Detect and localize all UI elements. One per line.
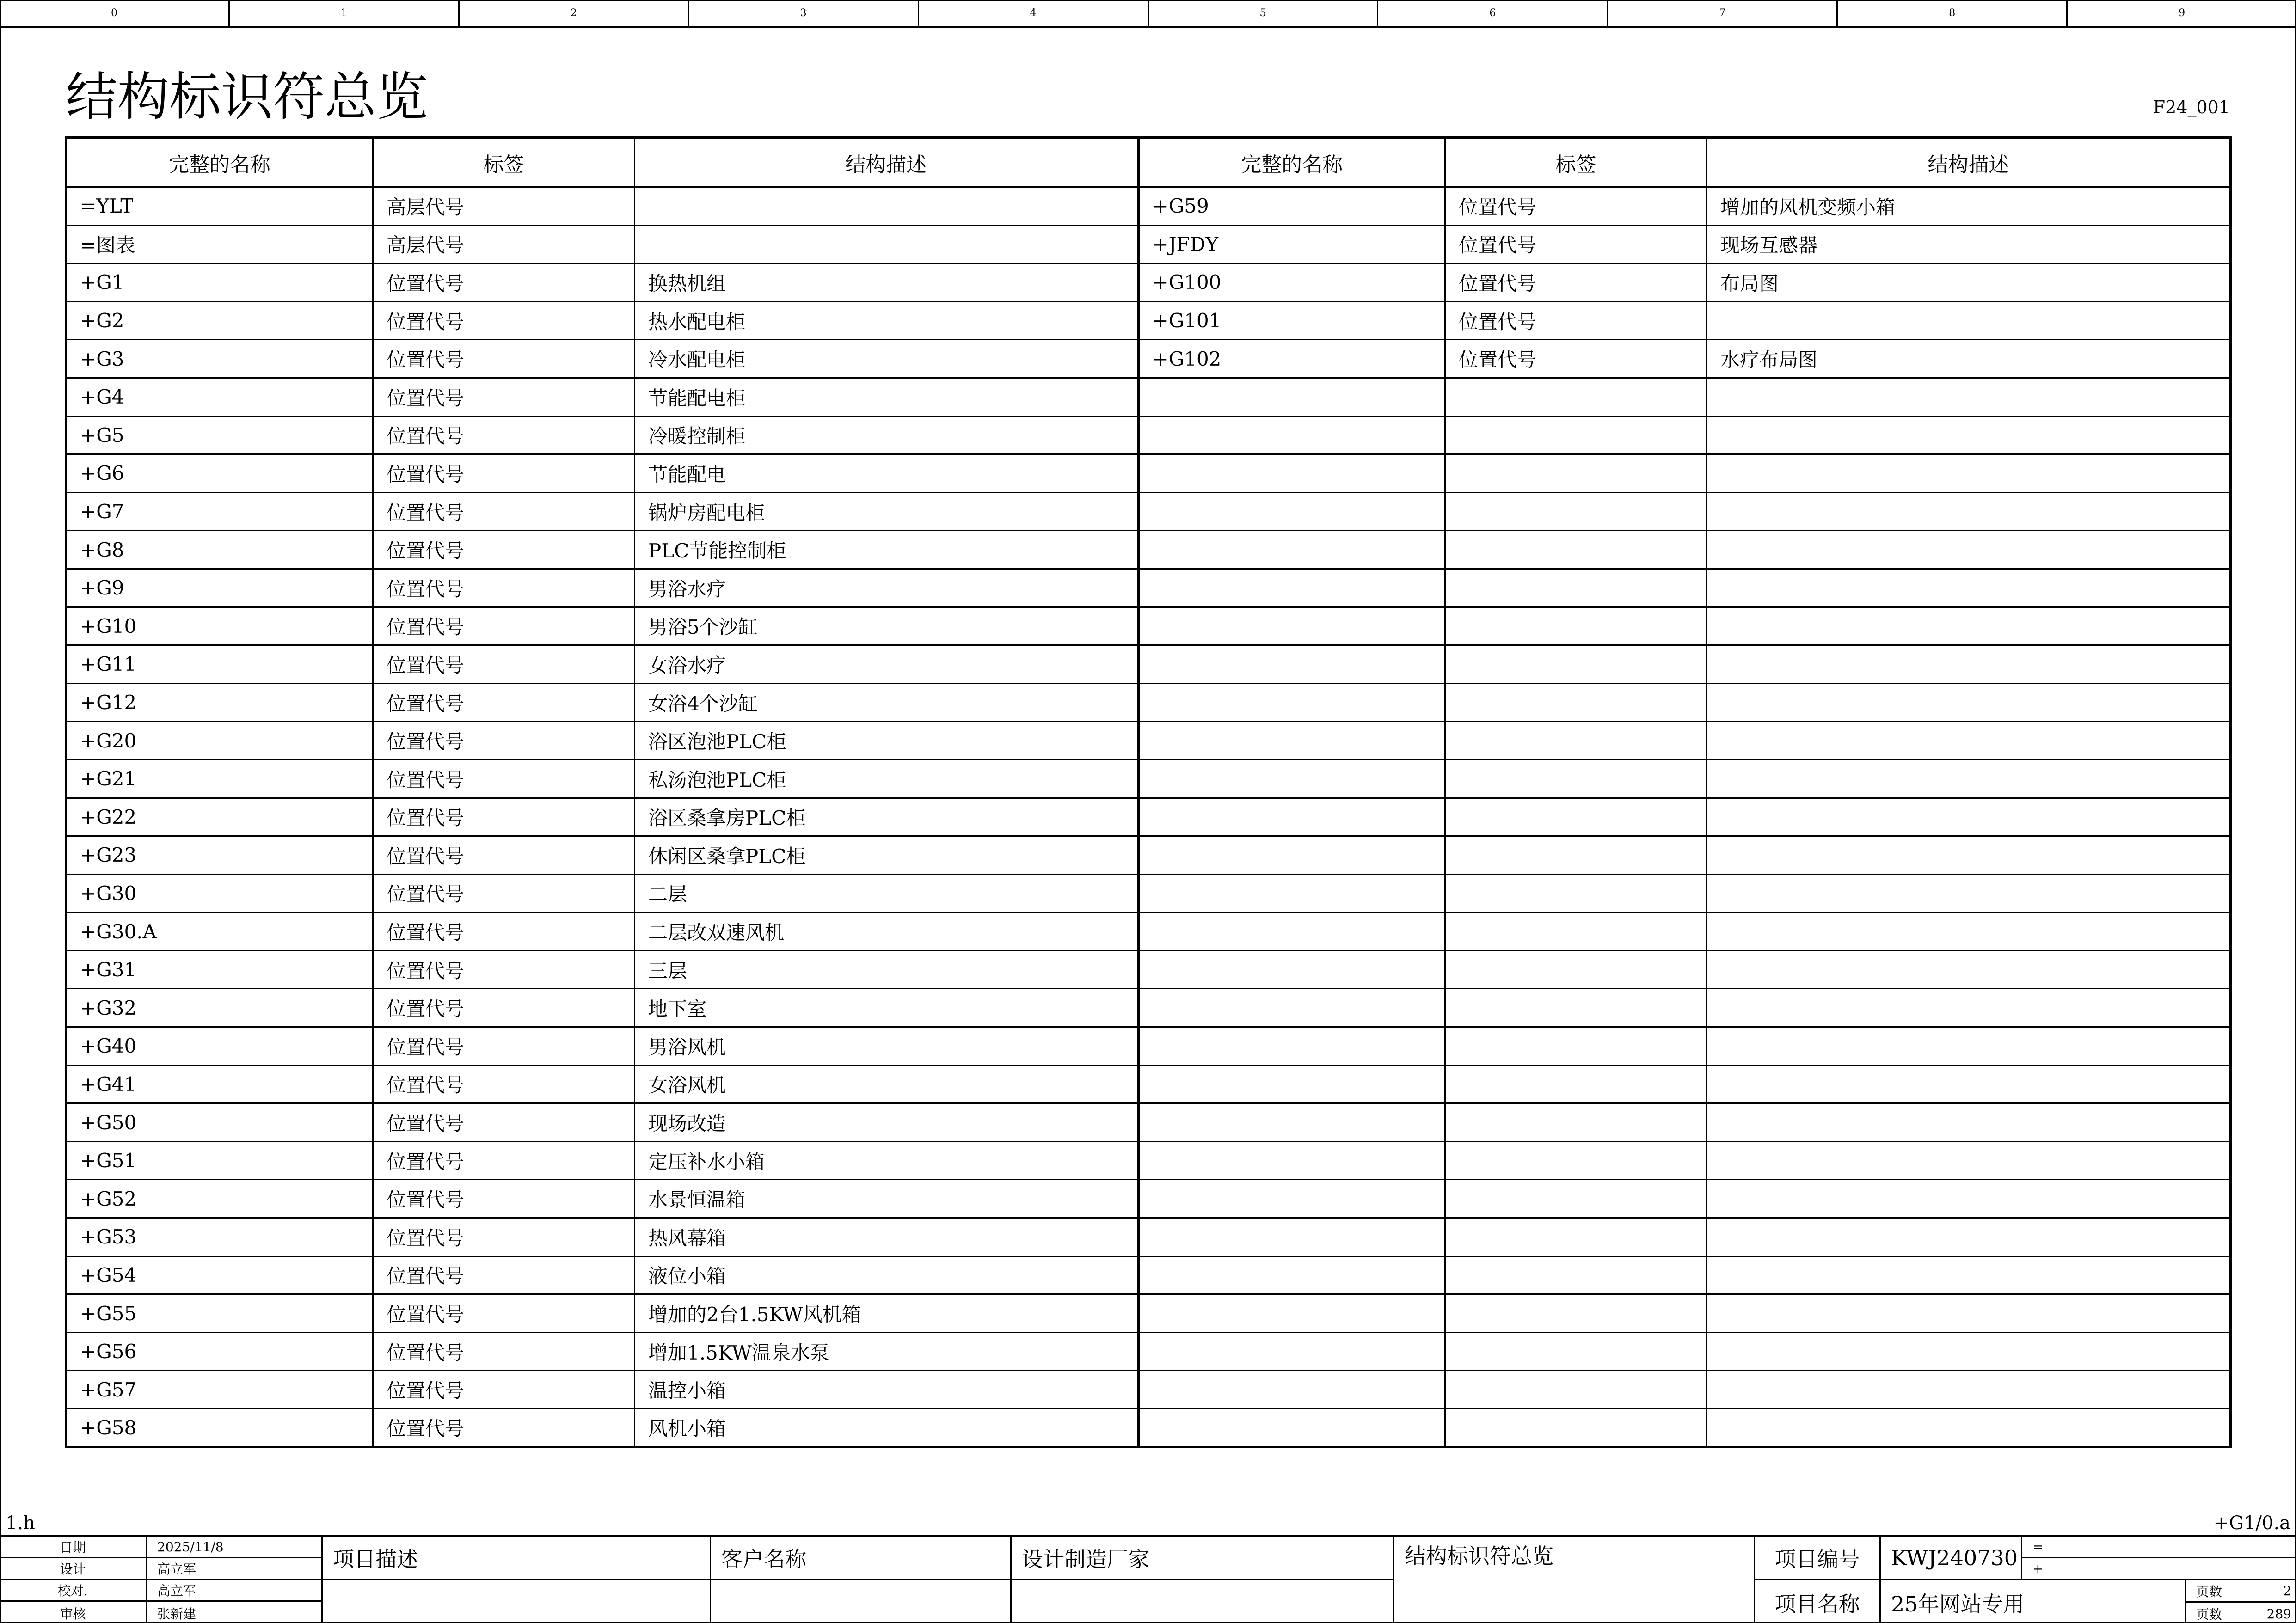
- left-name-cell: +G51: [66, 1141, 373, 1180]
- right-name-cell: +G59: [1138, 187, 1445, 226]
- left-name-cell: +G11: [66, 645, 373, 684]
- table-row: [66, 378, 2231, 416]
- right-desc-cell: [1707, 492, 2231, 531]
- table-row: [66, 798, 2231, 836]
- left-tag-cell: 高层代号: [373, 187, 635, 226]
- total-pages-value: 289: [2266, 1606, 2291, 1622]
- left-tag-cell: 位置代号: [373, 1103, 635, 1142]
- right-desc-cell: [1707, 759, 2231, 798]
- right-name-cell: [1138, 950, 1445, 989]
- right-name-cell: [1138, 454, 1445, 493]
- left-name-cell: +G8: [66, 531, 373, 569]
- structure-identifier-table: [65, 136, 2232, 1448]
- left-desc-cell: 休闲区桑拿PLC柜: [635, 836, 1138, 875]
- right-tag-cell: [1445, 683, 1707, 722]
- left-tag-cell: 位置代号: [373, 263, 635, 302]
- project-number-value: KWJ240730: [1881, 1537, 2022, 1580]
- date-value: 2025/11/8: [147, 1537, 323, 1558]
- check-label: 校对.: [0, 1580, 147, 1602]
- right-tag-cell: [1445, 1141, 1707, 1180]
- right-name-cell: [1138, 1294, 1445, 1333]
- left-name-cell: +G32: [66, 989, 373, 1027]
- right-name-cell: [1138, 874, 1445, 913]
- left-name-cell: +G5: [66, 416, 373, 454]
- left-tag-cell: 高层代号: [373, 225, 635, 263]
- left-name-cell: +G22: [66, 798, 373, 836]
- right-name-cell: +G102: [1138, 340, 1445, 378]
- right-desc-cell: [1707, 1256, 2231, 1294]
- right-desc-cell: [1707, 1180, 2231, 1218]
- right-name-cell: [1138, 531, 1445, 569]
- right-desc-cell: [1707, 722, 2231, 760]
- table-row: [66, 1103, 2231, 1142]
- right-desc-cell: [1707, 1027, 2231, 1066]
- left-tag-cell: 位置代号: [373, 569, 635, 607]
- left-name-cell: +G21: [66, 759, 373, 798]
- right-tag-cell: [1445, 1332, 1707, 1371]
- table-row: [66, 645, 2231, 684]
- header-left-tag: 标签: [373, 138, 635, 187]
- total-pages-label: 页数: [2196, 1607, 2222, 1622]
- left-desc-cell: 增加1.5KW温泉水泵: [635, 1332, 1138, 1371]
- table-row: [66, 492, 2231, 531]
- right-tag-cell: 位置代号: [1445, 225, 1707, 263]
- left-name-cell: +G3: [66, 340, 373, 378]
- right-tag-cell: 位置代号: [1445, 340, 1707, 378]
- right-desc-cell: [1707, 1065, 2231, 1103]
- table-row: [66, 569, 2231, 607]
- ruler-column-9: 9: [2179, 7, 2185, 19]
- left-desc-cell: 地下室: [635, 989, 1138, 1027]
- customer-field: 客户名称: [711, 1537, 1012, 1580]
- left-tag-cell: 位置代号: [373, 759, 635, 798]
- left-tag-cell: 位置代号: [373, 1371, 635, 1409]
- left-desc-cell: 水景恒温箱: [635, 1180, 1138, 1218]
- table-row: [66, 1218, 2231, 1256]
- right-desc-cell: [1707, 645, 2231, 684]
- right-tag-cell: 位置代号: [1445, 187, 1707, 226]
- project-description-value: [323, 1580, 711, 1623]
- left-desc-cell: 男浴水疗: [635, 569, 1138, 607]
- left-name-cell: +G56: [66, 1332, 373, 1371]
- table-row: [66, 1180, 2231, 1218]
- right-tag-cell: [1445, 378, 1707, 416]
- page-label: 页数: [2196, 1584, 2222, 1599]
- right-tag-cell: [1445, 798, 1707, 836]
- footer-left-code: 1.h: [6, 1513, 35, 1534]
- customer-value: [711, 1580, 1012, 1623]
- left-desc-cell: 节能配电柜: [635, 378, 1138, 416]
- table-row: [66, 416, 2231, 454]
- table-row: [66, 1256, 2231, 1294]
- right-name-cell: [1138, 645, 1445, 684]
- right-desc-cell: [1707, 1141, 2231, 1180]
- left-desc-cell: 三层: [635, 950, 1138, 989]
- right-tag-cell: [1445, 759, 1707, 798]
- right-tag-cell: [1445, 874, 1707, 913]
- right-name-cell: [1138, 913, 1445, 951]
- right-tag-cell: [1445, 492, 1707, 531]
- left-tag-cell: 位置代号: [373, 378, 635, 416]
- left-name-cell: +G31: [66, 950, 373, 989]
- table-row: [66, 225, 2231, 263]
- table-row: [66, 836, 2231, 875]
- equal-sign: =: [2022, 1537, 2296, 1558]
- left-tag-cell: 位置代号: [373, 683, 635, 722]
- right-name-cell: [1138, 1141, 1445, 1180]
- right-name-cell: [1138, 722, 1445, 760]
- table-row: [66, 607, 2231, 645]
- right-name-cell: [1138, 836, 1445, 875]
- table-row: [66, 531, 2231, 569]
- right-tag-cell: [1445, 1371, 1707, 1409]
- right-desc-cell: 现场互感器: [1707, 225, 2231, 263]
- left-desc-cell: 浴区桑拿房PLC柜: [635, 798, 1138, 836]
- right-name-cell: +JFDY: [1138, 225, 1445, 263]
- project-description-field: 项目描述: [323, 1537, 711, 1580]
- left-tag-cell: 位置代号: [373, 913, 635, 951]
- right-tag-cell: [1445, 1294, 1707, 1333]
- header-left-desc: 结构描述: [635, 138, 1138, 187]
- left-desc-cell: 定压补水小箱: [635, 1141, 1138, 1180]
- right-desc-cell: [1707, 378, 2231, 416]
- table-row: [66, 1294, 2231, 1333]
- left-desc-cell: 锅炉房配电柜: [635, 492, 1138, 531]
- right-name-cell: [1138, 569, 1445, 607]
- right-tag-cell: [1445, 1103, 1707, 1142]
- design-value: 高立军: [147, 1558, 323, 1580]
- left-desc-cell: 换热机组: [635, 263, 1138, 302]
- drawing-number: F24_001: [2153, 97, 2230, 117]
- ruler-column-0: 0: [0, 0, 230, 26]
- left-desc-cell: 温控小箱: [635, 1371, 1138, 1409]
- design-label: 设计: [0, 1558, 147, 1580]
- left-desc-cell: 男浴5个沙缸: [635, 607, 1138, 645]
- left-name-cell: +G9: [66, 569, 373, 607]
- left-tag-cell: 位置代号: [373, 1294, 635, 1333]
- table-row: [66, 301, 2231, 340]
- left-tag-cell: 位置代号: [373, 416, 635, 454]
- right-tag-cell: [1445, 1027, 1707, 1066]
- left-name-cell: +G6: [66, 454, 373, 493]
- right-desc-cell: [1707, 950, 2231, 989]
- table-row: [66, 722, 2231, 760]
- left-desc-cell: 节能配电: [635, 454, 1138, 493]
- right-desc-cell: [1707, 416, 2231, 454]
- left-tag-cell: 位置代号: [373, 798, 635, 836]
- right-desc-cell: [1707, 1371, 2231, 1409]
- left-desc-cell: 冷水配电柜: [635, 340, 1138, 378]
- right-desc-cell: [1707, 836, 2231, 875]
- table-row: [66, 989, 2231, 1027]
- left-name-cell: =图表: [66, 225, 373, 263]
- right-name-cell: [1138, 1180, 1445, 1218]
- left-name-cell: +G54: [66, 1256, 373, 1294]
- table-row: [66, 1332, 2231, 1371]
- right-desc-cell: [1707, 569, 2231, 607]
- left-tag-cell: 位置代号: [373, 531, 635, 569]
- left-tag-cell: 位置代号: [373, 836, 635, 875]
- left-desc-cell: 液位小箱: [635, 1256, 1138, 1294]
- header-right-tag: 标签: [1445, 138, 1707, 187]
- left-name-cell: +G52: [66, 1180, 373, 1218]
- right-tag-cell: [1445, 569, 1707, 607]
- left-tag-cell: 位置代号: [373, 1065, 635, 1103]
- left-name-cell: +G2: [66, 301, 373, 340]
- table-header-row: [66, 138, 2231, 187]
- header-right-desc: 结构描述: [1707, 138, 2231, 187]
- left-tag-cell: 位置代号: [373, 1256, 635, 1294]
- left-tag-cell: 位置代号: [373, 492, 635, 531]
- right-tag-cell: [1445, 722, 1707, 760]
- ruler-column-5: 5: [1149, 0, 1379, 26]
- ruler-column-3: 3: [689, 0, 919, 26]
- left-tag-cell: 位置代号: [373, 1332, 635, 1371]
- right-desc-cell: [1707, 1332, 2231, 1371]
- left-desc-cell: 女浴水疗: [635, 645, 1138, 684]
- left-tag-cell: 位置代号: [373, 645, 635, 684]
- left-desc-cell: 女浴风机: [635, 1065, 1138, 1103]
- total-pages-cell: [2186, 1603, 2296, 1623]
- right-desc-cell: [1707, 913, 2231, 951]
- manufacturer-field: 设计制造厂家: [1012, 1537, 1394, 1580]
- right-desc-cell: [1707, 1218, 2231, 1256]
- right-desc-cell: [1707, 1409, 2231, 1447]
- right-tag-cell: [1445, 645, 1707, 684]
- ruler-column-6: 6: [1378, 0, 1608, 26]
- review-label: 审核: [0, 1602, 147, 1623]
- manufacturer-value: [1012, 1580, 1394, 1623]
- right-tag-cell: [1445, 950, 1707, 989]
- table-row: [66, 913, 2231, 951]
- left-tag-cell: 位置代号: [373, 607, 635, 645]
- right-desc-cell: [1707, 1294, 2231, 1333]
- left-name-cell: +G41: [66, 1065, 373, 1103]
- table-row: [66, 950, 2231, 989]
- left-name-cell: +G1: [66, 263, 373, 302]
- right-desc-cell: 增加的风机变频小箱: [1707, 187, 2231, 226]
- right-tag-cell: [1445, 1409, 1707, 1447]
- project-number-label: 项目编号: [1755, 1537, 1881, 1580]
- footer-right-code: +G1/0.a: [2213, 1513, 2290, 1534]
- title-block: [0, 1535, 2296, 1623]
- project-name-label: 项目名称: [1755, 1580, 1881, 1623]
- right-tag-cell: [1445, 607, 1707, 645]
- right-tag-cell: [1445, 1256, 1707, 1294]
- table-row: [66, 1409, 2231, 1447]
- left-desc-cell: 私汤泡池PLC柜: [635, 759, 1138, 798]
- ruler-column-7: 7: [1608, 0, 1838, 26]
- left-name-cell: +G53: [66, 1218, 373, 1256]
- right-tag-cell: [1445, 416, 1707, 454]
- left-tag-cell: 位置代号: [373, 301, 635, 340]
- right-desc-cell: [1707, 683, 2231, 722]
- left-tag-cell: 位置代号: [373, 340, 635, 378]
- left-name-cell: +G40: [66, 1027, 373, 1066]
- sheet-title-field: 结构标识符总览: [1394, 1537, 1755, 1623]
- right-name-cell: [1138, 1065, 1445, 1103]
- left-tag-cell: 位置代号: [373, 874, 635, 913]
- right-tag-cell: [1445, 1218, 1707, 1256]
- right-tag-cell: 位置代号: [1445, 263, 1707, 302]
- left-name-cell: +G57: [66, 1371, 373, 1409]
- right-desc-cell: [1707, 531, 2231, 569]
- right-desc-cell: [1707, 1103, 2231, 1142]
- left-name-cell: +G10: [66, 607, 373, 645]
- left-desc-cell: 浴区泡池PLC柜: [635, 722, 1138, 760]
- left-tag-cell: 位置代号: [373, 1180, 635, 1218]
- left-desc-cell: 热风幕箱: [635, 1218, 1138, 1256]
- left-name-cell: =YLT: [66, 187, 373, 226]
- table-row: [66, 759, 2231, 798]
- right-tag-cell: [1445, 531, 1707, 569]
- right-desc-cell: [1707, 301, 2231, 340]
- right-desc-cell: [1707, 798, 2231, 836]
- page-title: 结构标识符总览: [66, 67, 428, 127]
- left-name-cell: +G50: [66, 1103, 373, 1142]
- right-tag-cell: [1445, 1065, 1707, 1103]
- left-desc-cell: 增加的2台1.5KW风机箱: [635, 1294, 1138, 1333]
- right-name-cell: [1138, 1218, 1445, 1256]
- left-tag-cell: 位置代号: [373, 454, 635, 493]
- right-desc-cell: [1707, 607, 2231, 645]
- header-right-name: 完整的名称: [1138, 138, 1445, 187]
- left-desc-cell: 热水配电柜: [635, 301, 1138, 340]
- left-tag-cell: 位置代号: [373, 1218, 635, 1256]
- page-value: 2: [2283, 1583, 2291, 1599]
- right-name-cell: [1138, 989, 1445, 1027]
- right-desc-cell: [1707, 874, 2231, 913]
- ruler-column-8: 8: [1838, 0, 2068, 26]
- right-name-cell: [1138, 1256, 1445, 1294]
- project-name-value: 25年网站专用: [1881, 1580, 2186, 1623]
- left-desc-cell: [635, 187, 1138, 226]
- left-tag-cell: 位置代号: [373, 989, 635, 1027]
- right-desc-cell: 布局图: [1707, 263, 2231, 302]
- ruler-column-4: 4: [919, 0, 1149, 26]
- table-row: [66, 683, 2231, 722]
- left-desc-cell: 现场改造: [635, 1103, 1138, 1142]
- right-name-cell: [1138, 1332, 1445, 1371]
- table-row: [66, 874, 2231, 913]
- right-name-cell: [1138, 1027, 1445, 1066]
- left-desc-cell: 冷暖控制柜: [635, 416, 1138, 454]
- left-name-cell: +G23: [66, 836, 373, 875]
- table-row: [66, 1027, 2231, 1066]
- right-name-cell: [1138, 798, 1445, 836]
- right-desc-cell: [1707, 454, 2231, 493]
- plus-sign: +: [2022, 1558, 2296, 1580]
- right-name-cell: [1138, 378, 1445, 416]
- page-number-cell: [2186, 1580, 2296, 1603]
- header-left-name: 完整的名称: [66, 138, 373, 187]
- right-name-cell: [1138, 759, 1445, 798]
- ruler-column-1: 1: [230, 0, 460, 26]
- right-name-cell: [1138, 1409, 1445, 1447]
- left-desc-cell: 男浴风机: [635, 1027, 1138, 1066]
- right-tag-cell: 位置代号: [1445, 301, 1707, 340]
- left-tag-cell: 位置代号: [373, 1409, 635, 1447]
- table-row: [66, 1371, 2231, 1409]
- table-row: [66, 340, 2231, 378]
- review-value: 张新建: [147, 1602, 323, 1623]
- table-row: [66, 187, 2231, 226]
- right-tag-cell: [1445, 913, 1707, 951]
- right-tag-cell: [1445, 1180, 1707, 1218]
- table-row: [66, 263, 2231, 302]
- table-row: [66, 1065, 2231, 1103]
- left-desc-cell: PLC节能控制柜: [635, 531, 1138, 569]
- right-name-cell: +G101: [1138, 301, 1445, 340]
- left-name-cell: +G12: [66, 683, 373, 722]
- left-desc-cell: 二层: [635, 874, 1138, 913]
- ruler-column-2: 2: [460, 0, 689, 26]
- left-tag-cell: 位置代号: [373, 1141, 635, 1180]
- left-desc-cell: [635, 225, 1138, 263]
- column-ruler: [0, 0, 2296, 28]
- left-name-cell: +G30: [66, 874, 373, 913]
- right-name-cell: [1138, 1103, 1445, 1142]
- table-row: [66, 1141, 2231, 1180]
- check-value: 高立军: [147, 1580, 323, 1602]
- right-name-cell: [1138, 683, 1445, 722]
- right-name-cell: +G100: [1138, 263, 1445, 302]
- left-name-cell: +G7: [66, 492, 373, 531]
- right-desc-cell: 水疗布局图: [1707, 340, 2231, 378]
- right-name-cell: [1138, 492, 1445, 531]
- right-name-cell: [1138, 607, 1445, 645]
- left-name-cell: +G20: [66, 722, 373, 760]
- right-tag-cell: [1445, 836, 1707, 875]
- left-name-cell: +G4: [66, 378, 373, 416]
- right-desc-cell: [1707, 989, 2231, 1027]
- right-name-cell: [1138, 1371, 1445, 1409]
- date-label: 日期: [0, 1537, 147, 1558]
- table-row: [66, 454, 2231, 493]
- left-tag-cell: 位置代号: [373, 950, 635, 989]
- left-name-cell: +G58: [66, 1409, 373, 1447]
- left-tag-cell: 位置代号: [373, 722, 635, 760]
- left-desc-cell: 风机小箱: [635, 1409, 1138, 1447]
- left-name-cell: +G30.A: [66, 913, 373, 951]
- left-name-cell: +G55: [66, 1294, 373, 1333]
- right-name-cell: [1138, 416, 1445, 454]
- right-tag-cell: [1445, 454, 1707, 493]
- right-tag-cell: [1445, 989, 1707, 1027]
- left-tag-cell: 位置代号: [373, 1027, 635, 1066]
- left-desc-cell: 女浴4个沙缸: [635, 683, 1138, 722]
- left-desc-cell: 二层改双速风机: [635, 913, 1138, 951]
